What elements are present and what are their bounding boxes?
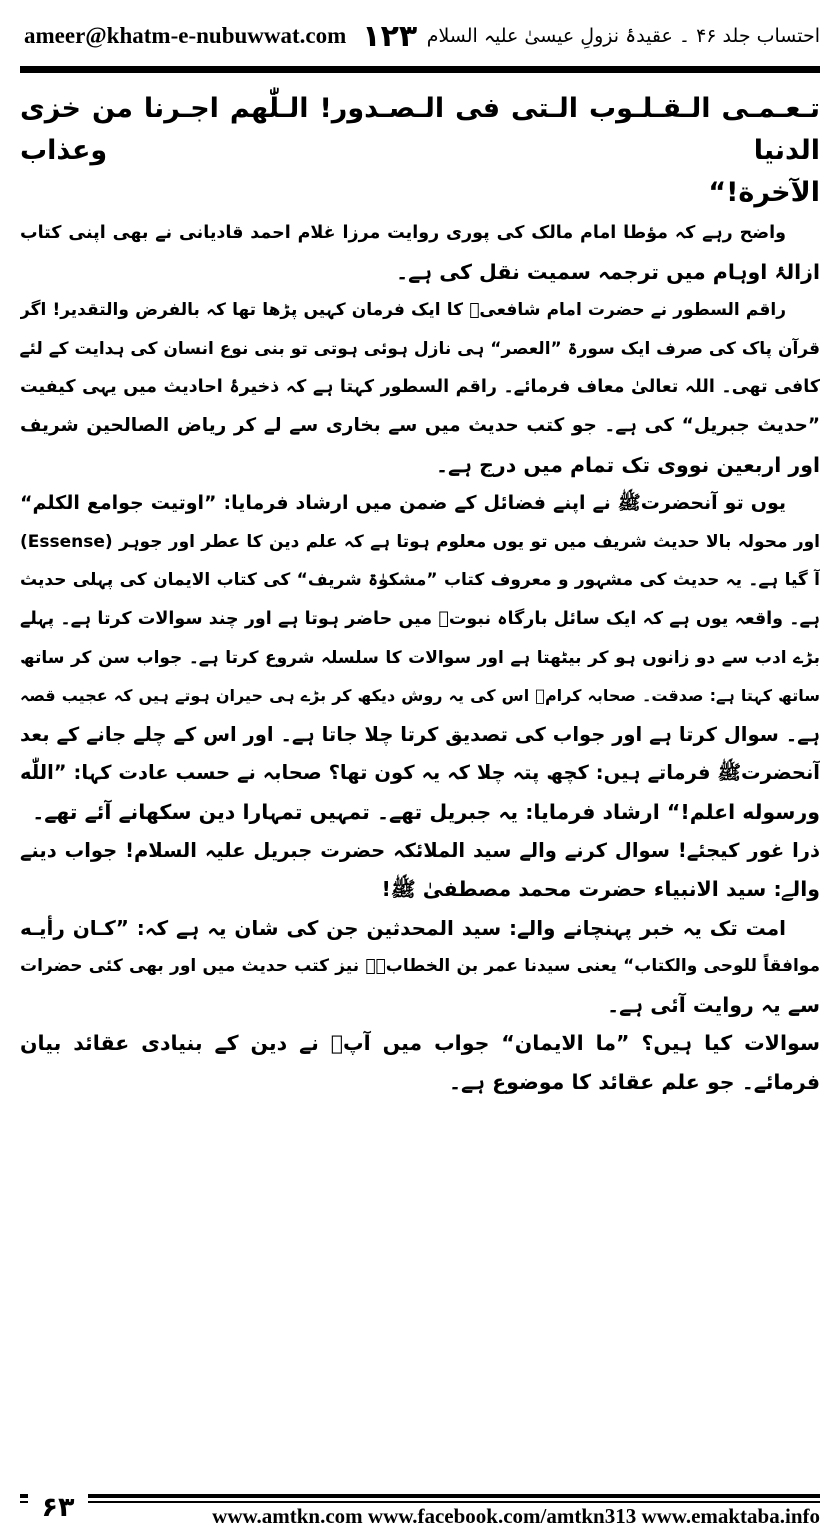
text-line: امت تک یہ خبر پہنچانے والے: سید المحدثین جن کی شان یہ ہے کہ: ”کـان رأیـه [20, 915, 786, 940]
text-line: بڑے ادب سے دو زانوں ہو کر بیٹھتا ہے اور سوالات کا سلسلہ شروع کرتا ہے۔ جواب سن کر ساتھ [20, 647, 820, 668]
footer-rule [20, 1501, 820, 1503]
text-line: ازالۂ اوہام میں ترجمہ سمیت نقل کی ہے۔ [396, 259, 820, 284]
text-line: کافی تھی۔ اللہ تعالیٰ معاف فرمائے۔ راقم السطور کہتا ہے کہ ذخیرۂ احادیث میں یہی کیفیت [20, 377, 820, 398]
footer-rule [20, 1494, 820, 1498]
text-line: ”حدیث جبریل“ کی ہے۔ جو کتب حدیث میں سے بخاری سے لے کر ریاض الصالحین شریف [20, 414, 820, 436]
header-left [24, 19, 417, 54]
arabic-line: الآخرة!“ [708, 177, 820, 208]
header-rule [20, 66, 820, 73]
page-header [24, 14, 820, 58]
text-line: ساتھ کہتا ہے: صدقت۔ صحابہ کرامؓ اس کی یہ روش دیکھ کر بڑے ہی حیران ہوتے ہیں کہ عجیب قصہ [20, 686, 820, 706]
text-line: سے یہ روایت آئی ہے۔ [607, 992, 820, 1017]
footer-page-number: ۶۳ [28, 1488, 88, 1528]
text-line: موافقاً للوحی والکتاب“ یعنی سیدنا عمر بن الخطابؓ۔ نیز کتب حدیث میں اور بھی کئی حضرات [20, 956, 820, 977]
text-line: آ گیا ہے۔ یہ حدیث کی مشہور و معروف کتاب ”مشکوٰۃ شریف“ کی کتاب الایمان کی پہلی حدیث [20, 570, 820, 591]
page-body [20, 88, 820, 1102]
footer-urls: www.amtkn.com www.facebook.com/amtkn313 www.emaktaba.info [212, 1504, 820, 1528]
text-line: یوں تو آنحضرتﷺ نے اپنے فضائل کے ضمن میں ارشاد فرمایا: ”اوتیت جوامع الکلم“ [20, 492, 786, 515]
text-line: اور محولہ بالا حدیث شریف میں تو یوں معلوم ہوتا ہے کہ علم دین کا عطر اور جوہر (Essense) [20, 531, 820, 552]
text-line: والے: سید الانبیاء حضرت محمد مصطفیٰ ﷺ! [381, 877, 820, 902]
text-line: واضح رہے کہ مؤطا امام مالک کی پوری روایت مرزا غلام احمد قادیانی نے بھی اپنی کتاب [20, 223, 786, 243]
text-line: قرآن پاک کی صرف ایک سورۃ ”العصر“ ہی نازل ہوئی ہوتی تو بنی نوع انسان کی ہدایت کے لئے [20, 338, 820, 359]
text-line: آنحضرتﷺ فرماتے ہیں: کچھ پتہ چلا کہ یہ کون تھا؟ صحابہ نے حسب عادت کہا: ”اللّٰه [20, 761, 820, 785]
text-line: سوالات کیا ہیں؟ ”ما الایمان“ جواب میں آپؐ نے دین کے بنیادی عقائد بیان [20, 1031, 820, 1056]
text-line: فرمائے۔ جو علم عقائد کا موضوع ہے۔ [448, 1070, 820, 1095]
text-line: اور اربعین نووی تک تمام میں درج ہے۔ [435, 452, 820, 477]
header-title: احتساب جلد ۴۶ ۔ عقیدۂ نزولِ عیسیٰ علیہ السلام [426, 25, 820, 47]
text-line: ہے۔ واقعہ یوں ہے کہ ایک سائل بارگاہ نبوتؐ میں حاضر ہوتا ہے اور چند سوالات کرتا ہے۔ پہلے [20, 608, 820, 629]
page-footer [20, 1488, 820, 1528]
header-email: ameer@khatm-e-nubuwwat.com [24, 23, 347, 48]
text-line: راقم السطور نے حضرت امام شافعیؒ کا ایک فرمان کہیں پڑھا تھا کہ بالفرض والتقدیر! اگر [20, 300, 786, 321]
arabic-line: تـعـمـى الـقـلـوب الـتى فى الـصـدور! الـلّٰهم اجـرنا من خزى الدنيا وعذاب [20, 93, 820, 166]
text-line: ہے۔ سوال کرتا ہے اور جواب کی تصدیق کرتا چلا جاتا ہے۔ اور اس کے چلے جانے کے بعد [20, 722, 820, 746]
header-page-number: ۱۲۳ [362, 18, 418, 54]
text-line: ورسوله اعلم!“ ارشاد فرمایا: یہ جبریل تھے۔ تمہیں تمہارا دین سکھانے آئے تھے۔ [32, 799, 820, 824]
text-line: ذرا غور کیجئے! سوال کرنے والے سید الملائکہ حضرت جبریل علیہ السلام! جواب دینے [20, 838, 820, 862]
